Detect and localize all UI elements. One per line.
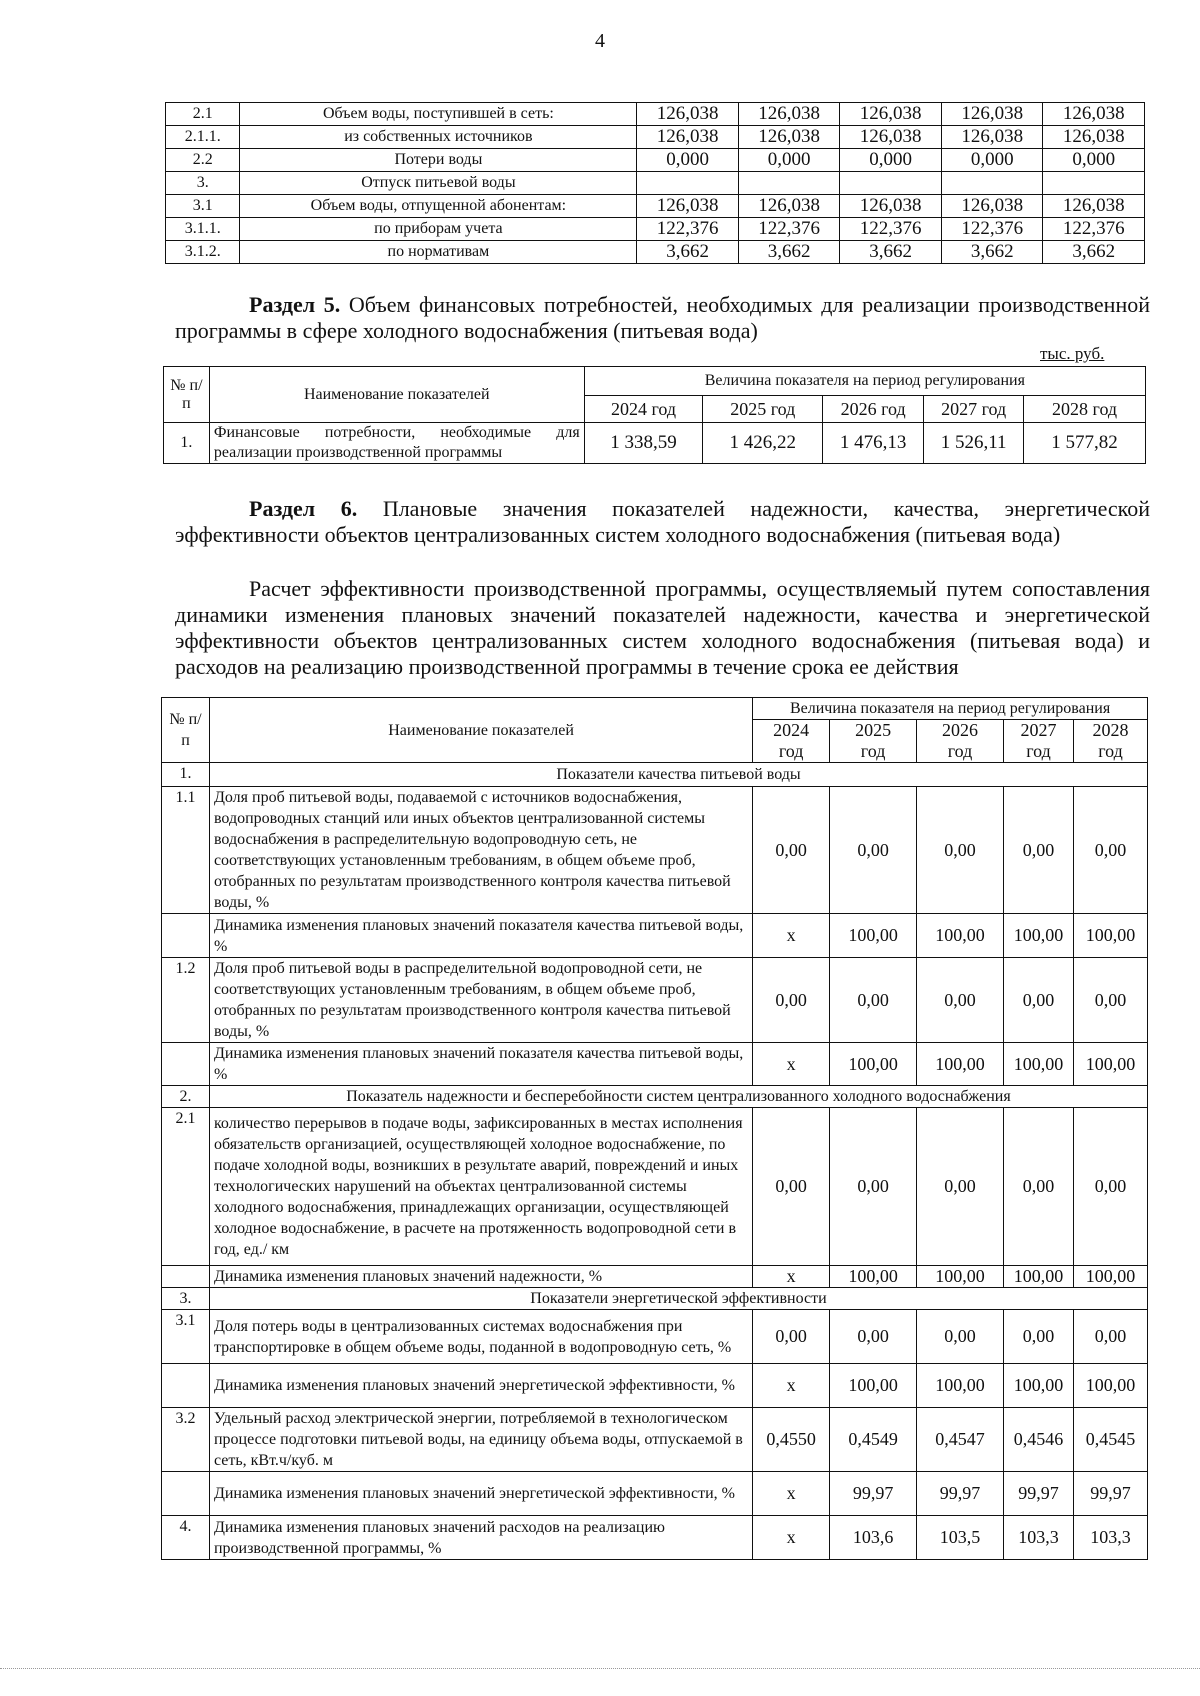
section-row: [162, 1086, 1148, 1108]
value-cell: 103,6: [830, 1516, 917, 1560]
year-header: 2028: [1073, 720, 1147, 742]
value-cell: 3,662: [637, 241, 739, 264]
table-row: [166, 103, 1145, 126]
row-num: 1.: [164, 423, 210, 464]
indicator-name: Удельный расход электрической энергии, потребляемой в технологическом процессе подготовки питьевой воды, на единицу объема воды, отпускаемой в сеть, кВт.ч/куб. м: [209, 1408, 752, 1472]
table-row: [166, 149, 1145, 172]
value-cell: 0,4550: [753, 1408, 830, 1472]
table-row: [166, 218, 1145, 241]
value-cell: 1 426,22: [703, 423, 823, 464]
value-cell: 0,000: [941, 149, 1043, 172]
value-cell: 126,038: [1043, 195, 1145, 218]
table-row: [162, 914, 1148, 958]
value-cell: х: [753, 1043, 830, 1086]
section-num: 3.: [162, 1288, 210, 1310]
value-cell: 3,662: [941, 241, 1043, 264]
value-cell: 0,000: [738, 149, 840, 172]
value-cell: 126,038: [840, 103, 942, 126]
value-cell: 0,00: [753, 1108, 830, 1266]
section-num: 2.: [162, 1086, 210, 1108]
value-cell: 100,00: [1073, 914, 1147, 958]
year-header: 2027 год: [924, 396, 1024, 423]
value-cell: 100,00: [917, 1364, 1004, 1408]
value-cell: 3,662: [840, 241, 942, 264]
value-cell: 0,000: [840, 149, 942, 172]
value-cell: х: [753, 1364, 830, 1408]
unit-label: тыс. руб.: [1040, 344, 1105, 363]
value-cell: х: [753, 1516, 830, 1560]
value-cell: [637, 172, 739, 195]
row-name: по приборам учета: [240, 218, 637, 241]
table-row: [162, 1266, 1148, 1288]
year-header: 2024 год: [584, 396, 703, 423]
value-cell: 0,4546: [1004, 1408, 1074, 1472]
value-cell: 0,00: [917, 958, 1004, 1043]
indicator-name: Динамика изменения плановых значений показателя качества питьевой воды, %: [209, 1043, 752, 1086]
value-cell: 100,00: [830, 914, 917, 958]
value-cell: 122,376: [738, 218, 840, 241]
value-cell: 126,038: [941, 126, 1043, 149]
indicator-name: Доля проб питьевой воды, подаваемой с источников водоснабжения, водопроводных станций или иных объектов централизованной системы водоснабжения в распределительную водопроводную сеть, не соответствующих установленным требованиям, в общем объеме проб, отобранных по результатам производственного контроля качества питьевой воды, %: [209, 787, 752, 914]
row-name: Объем воды, отпущенной абонентам:: [240, 195, 637, 218]
value-cell: 0,00: [1004, 1310, 1074, 1364]
row-code: 2.1.1.: [166, 126, 240, 149]
value-cell: 0,00: [1073, 1310, 1147, 1364]
value-cell: 126,038: [840, 195, 942, 218]
value-cell: 0,00: [753, 787, 830, 914]
row-name: из собственных источников: [240, 126, 637, 149]
indicator-name: Динамика изменения плановых значений показателя качества питьевой воды, %: [209, 914, 752, 958]
value-cell: 0,00: [1073, 958, 1147, 1043]
value-cell: 126,038: [738, 126, 840, 149]
table-row: [162, 787, 1148, 914]
indicator-name: Динамика изменения плановых значений расходов на реализацию производственной программы, %: [209, 1516, 752, 1560]
value-cell: [840, 172, 942, 195]
value-cell: 0,00: [917, 1310, 1004, 1364]
value-cell: 0,00: [1004, 787, 1074, 914]
row-code: 2.2: [166, 149, 240, 172]
value-cell: [1043, 172, 1145, 195]
indicator-name: Динамика изменения плановых значений надежности, %: [209, 1266, 752, 1288]
section-title: Показатели качества питьевой воды: [209, 763, 1147, 787]
year-unit: год: [1004, 741, 1074, 763]
indicator-name: Доля потерь воды в централизованных системах водоснабжения при транспортировке в общем объеме воды, поданной в водопроводную сеть, %: [209, 1310, 752, 1364]
value-cell: 100,00: [830, 1364, 917, 1408]
value-cell: 0,00: [830, 787, 917, 914]
value-cell: х: [753, 914, 830, 958]
col-num-header: № п/п: [164, 367, 210, 423]
indicators-table: [161, 697, 1148, 1560]
table-row: [166, 172, 1145, 195]
value-cell: х: [753, 1266, 830, 1288]
value-cell: 0,000: [637, 149, 739, 172]
indicator-name: количество перерывов в подаче воды, зафиксированных в местах исполнения обязательств организацией, осуществляющей холодное водоснабжение, по подаче холодной воды, возникших в результате аварий, повреждений и иных технологических нарушений на объектах централизованной системы холодного водоснабжения, принадлежащих организации, осуществляющей холодное водоснабжение, в расчете на протяженность водопроводной сети в год, ед./ км: [209, 1108, 752, 1266]
section6-paragraph-text: Расчет эффективности производственной программы, осуществляемый путем сопоставления динамики изменения плановых значений показателей надежности, качества и энергетической эффективности объектов централизованных систем холодного водоснабжения (питьевая вода) и расходов на реализацию производственной программы в течение срока ее действия: [175, 576, 1150, 679]
value-cell: 100,00: [917, 1043, 1004, 1086]
value-cell: 100,00: [830, 1266, 917, 1288]
section-row: [162, 763, 1148, 787]
row-code: 3.1: [166, 195, 240, 218]
row-num: 4.: [162, 1516, 210, 1560]
value-cell: 0,4549: [830, 1408, 917, 1472]
table-row: [162, 1472, 1148, 1516]
year-unit: год: [917, 741, 1004, 763]
value-cell: 0,00: [917, 787, 1004, 914]
col-period-header: Величина показателя на период регулирования: [584, 367, 1145, 396]
section5-text: Объем финансовых потребностей, необходимых для реализации производственной программы в сфере холодного водоснабжения (питьевая вода): [175, 292, 1151, 343]
value-cell: 0,00: [830, 1310, 917, 1364]
year-unit: год: [1073, 741, 1147, 763]
row-name: Потери воды: [240, 149, 637, 172]
indicator-name: Доля проб питьевой воды в распределительной водопроводной сети, не соответствующих установленным требованиям, в общем объеме проб, отобранных по результатам производственного контроля качества питьевой воды, %: [209, 958, 752, 1043]
value-cell: 0,00: [830, 1108, 917, 1266]
table-row: [162, 958, 1148, 1043]
financial-needs-table: [163, 366, 1146, 464]
scan-artifact-line: [0, 1668, 1200, 1671]
value-cell: 99,97: [830, 1472, 917, 1516]
value-cell: 122,376: [840, 218, 942, 241]
value-cell: 100,00: [830, 1043, 917, 1086]
year-header: 2026 год: [823, 396, 924, 423]
value-cell: 126,038: [637, 195, 739, 218]
section-title: Показатель надежности и бесперебойности систем централизованного холодного водоснабжения: [209, 1086, 1147, 1108]
row-name: Отпуск питьевой воды: [240, 172, 637, 195]
value-cell: 3,662: [1043, 241, 1145, 264]
value-cell: [941, 172, 1043, 195]
value-cell: 103,3: [1073, 1516, 1147, 1560]
value-cell: 0,00: [1073, 1108, 1147, 1266]
table-row: [166, 126, 1145, 149]
value-cell: 122,376: [637, 218, 739, 241]
row-num-empty: [162, 1266, 210, 1288]
section5-label: Раздел 5.: [249, 292, 341, 317]
row-code: 3.1.2.: [166, 241, 240, 264]
value-cell: 0,00: [753, 1310, 830, 1364]
value-cell: 122,376: [1043, 218, 1145, 241]
value-cell: 0,4547: [917, 1408, 1004, 1472]
indicator-name: Динамика изменения плановых значений энергетической эффективности, %: [209, 1364, 752, 1408]
table-row: [162, 1043, 1148, 1086]
row-num-empty: [162, 914, 210, 958]
value-cell: 0,00: [1004, 958, 1074, 1043]
year-unit: год: [830, 741, 917, 763]
row-name: Финансовые потребности, необходимые для реализации производственной программы: [209, 423, 584, 464]
value-cell: 122,376: [941, 218, 1043, 241]
table-row: [166, 241, 1145, 264]
row-code: 2.1: [166, 103, 240, 126]
value-cell: 99,97: [1004, 1472, 1074, 1516]
value-cell: 99,97: [917, 1472, 1004, 1516]
value-cell: 0,00: [1004, 1108, 1074, 1266]
section6-label: Раздел 6.: [249, 496, 358, 521]
page-number: 4: [595, 30, 605, 52]
water-balance-table: [165, 102, 1145, 264]
value-cell: 126,038: [738, 103, 840, 126]
table-row: [166, 195, 1145, 218]
row-name: по нормативам: [240, 241, 637, 264]
row-num: 3.1: [162, 1310, 210, 1364]
table-row: [162, 1364, 1148, 1408]
section-title: Показатели энергетической эффективности: [209, 1288, 1147, 1310]
value-cell: 0,00: [1073, 787, 1147, 914]
value-cell: 103,3: [1004, 1516, 1074, 1560]
value-cell: 0,00: [917, 1108, 1004, 1266]
value-cell: 0,4545: [1073, 1408, 1147, 1472]
section6-heading: [175, 496, 1150, 548]
year-header: 2025: [830, 720, 917, 742]
year-header: 2027: [1004, 720, 1074, 742]
col-period-header: Величина показателя на период регулирования: [753, 698, 1148, 720]
value-cell: 126,038: [637, 126, 739, 149]
value-cell: 126,038: [941, 195, 1043, 218]
section5-heading: [175, 292, 1150, 344]
row-num: 2.1: [162, 1108, 210, 1266]
year-header: 2026: [917, 720, 1004, 742]
value-cell: 126,038: [637, 103, 739, 126]
year-unit: год: [753, 741, 830, 763]
section6-text: Плановые значения показателей надежности, качества, энергетической эффективности объектов централизованных систем холодного водоснабжения (питьевая вода): [175, 496, 1150, 547]
value-cell: 100,00: [1073, 1266, 1147, 1288]
value-cell: 126,038: [738, 195, 840, 218]
row-name: Объем воды, поступившей в сеть:: [240, 103, 637, 126]
row-num: 1.1: [162, 787, 210, 914]
value-cell: 100,00: [1073, 1364, 1147, 1408]
section-num: 1.: [162, 763, 210, 787]
table-row: [162, 1108, 1148, 1266]
value-cell: 103,5: [917, 1516, 1004, 1560]
value-cell: 126,038: [840, 126, 942, 149]
row-num-empty: [162, 1472, 210, 1516]
value-cell: 1 526,11: [924, 423, 1024, 464]
value-cell: 0,000: [1043, 149, 1145, 172]
table-row: [162, 1310, 1148, 1364]
col-name-header: Наименование показателей: [209, 698, 752, 763]
value-cell: 100,00: [917, 914, 1004, 958]
row-num-empty: [162, 1043, 210, 1086]
table-row: [162, 1516, 1148, 1560]
row-code: 3.1.1.: [166, 218, 240, 241]
col-num-header: № п/п: [162, 698, 210, 763]
value-cell: 126,038: [1043, 126, 1145, 149]
table-row: [162, 1408, 1148, 1472]
value-cell: 100,00: [1004, 1043, 1074, 1086]
value-cell: 99,97: [1073, 1472, 1147, 1516]
value-cell: 0,00: [830, 958, 917, 1043]
value-cell: 0,00: [753, 958, 830, 1043]
value-cell: 100,00: [1004, 1266, 1074, 1288]
section-row: [162, 1288, 1148, 1310]
row-num: 1.2: [162, 958, 210, 1043]
value-cell: 126,038: [941, 103, 1043, 126]
row-num-empty: [162, 1364, 210, 1408]
value-cell: 100,00: [1004, 1364, 1074, 1408]
year-header: 2024: [753, 720, 830, 742]
row-num: 3.2: [162, 1408, 210, 1472]
col-name-header: Наименование показателей: [209, 367, 584, 423]
section6-paragraph: [175, 576, 1150, 680]
value-cell: 100,00: [917, 1266, 1004, 1288]
indicator-name: Динамика изменения плановых значений энергетической эффективности, %: [209, 1472, 752, 1516]
value-cell: 100,00: [1004, 914, 1074, 958]
value-cell: 1 338,59: [584, 423, 703, 464]
row-code: 3.: [166, 172, 240, 195]
year-header: 2025 год: [703, 396, 823, 423]
value-cell: 1 577,82: [1024, 423, 1146, 464]
value-cell: х: [753, 1472, 830, 1516]
value-cell: 3,662: [738, 241, 840, 264]
value-cell: 1 476,13: [823, 423, 924, 464]
value-cell: 100,00: [1073, 1043, 1147, 1086]
value-cell: 126,038: [1043, 103, 1145, 126]
year-header: 2028 год: [1024, 396, 1146, 423]
value-cell: [738, 172, 840, 195]
